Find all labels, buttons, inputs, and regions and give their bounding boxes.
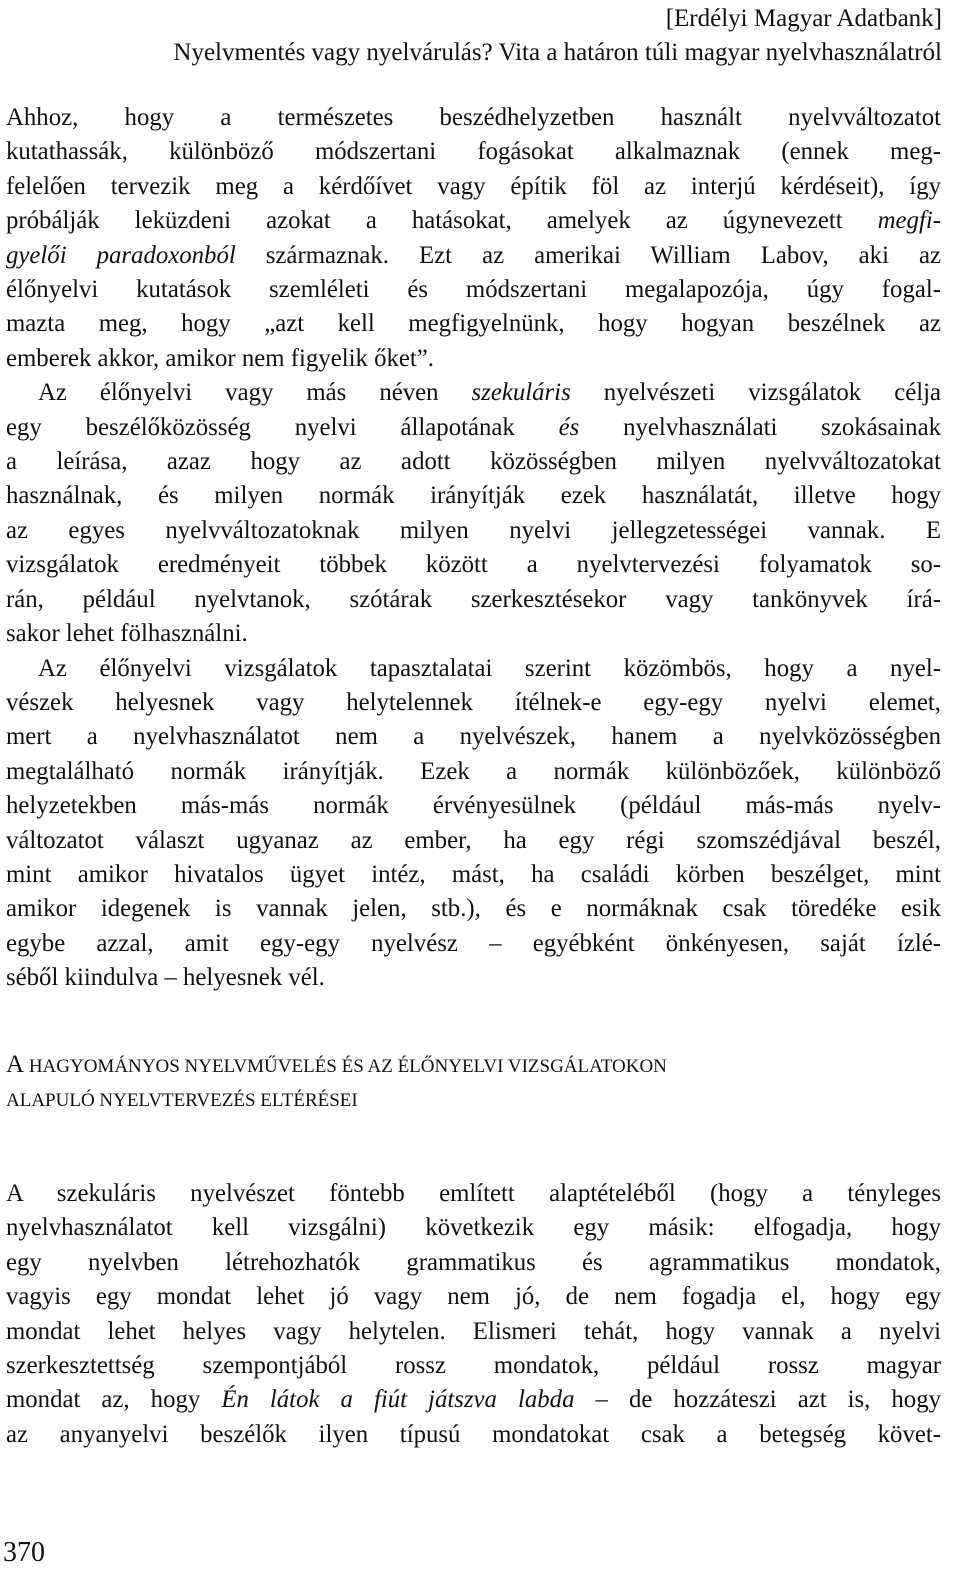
text-line [6,1383,941,1417]
text-line: vizsgálatok eredményeit többek között a nyelvtervezési folyamatok so- [6,551,941,579]
text-line: Az élőnyelvi vizsgálatok tapasztalatai szerint közömbös, hogy a nyel- [38,654,941,682]
text-line: a leírása, azaz hogy az adott közösségben milyen nyelvváltozatokat [6,448,941,476]
text-line: helyzetekben más-más normák érvényesülnek (például más-más nyelv- [6,792,941,820]
text-line: vagyis egy mondat lehet jó vagy nem jó, de nem fogadja el, hogy egy [6,1283,941,1311]
text-segment: nyelvhasználati szokásainak [623,413,941,441]
text-line: kutathassák, különböző módszertani fogásokat alkalmaznak (ennek meg- [6,138,941,166]
text-line: mert a nyelvhasználatot nem a nyelvészek, hanem a nyelvközösségben [6,723,941,751]
text-line [6,204,941,238]
heading-line [6,1048,941,1084]
text-segment: mondat az, hogy [6,1386,201,1414]
text-line: felelően tervezik meg a kérdőívet vagy építik föl az interjú kérdéseit), így [6,172,941,200]
text-line [6,411,941,445]
italic-term: és [558,413,580,441]
document-title: Nyelvmentés vagy nyelvárulás? Vita a határon túli magyar nyelvhasználatról [173,39,942,66]
text-line: egybe azzal, amit egy-egy nyelvész – egyébként önkényesen, saját ízlé- [6,929,941,957]
text-segment: – de hozzáteszi azt is, hogy [595,1386,942,1414]
text-segment: származnak. Ezt az amerikai William Labov, aki az [265,241,941,269]
heading-text: HAGYOMÁNYOS NYELVMŰVELÉS ÉS AZ ÉLŐNYELVI VIZSGÁLATOKON [28,1056,667,1077]
text-line: vészek helyesnek vagy helytelennek ítélnek-e egy-egy nyelvi elemet, [6,688,941,716]
text-segment: nyelvészeti vizsgálatok célja [603,379,941,407]
text-line: szerkesztettség szempontjából rossz mondatok, például rossz magyar [6,1352,941,1380]
text-line: használnak, és milyen normák irányítják ezek használatát, illetve hogy [6,482,941,510]
page-header [0,2,942,70]
text-line: mazta meg, hogy „azt kell megfigyelnünk, hogy hogyan beszélnek az [6,310,941,338]
text-line: egy nyelvben létrehozhatók grammatikus és agrammatikus mondatok, [6,1248,941,1276]
heading-line: ALAPULÓ NYELVTERVEZÉS ELTÉRÉSEI [6,1090,358,1111]
text-line: az egyes nyelvváltozatoknak milyen nyelvi jellegzetességei vannak. E [6,516,941,544]
text-segment: egy beszélőközösség nyelvi állapotának [6,413,515,441]
text-line: A szekuláris nyelvészet föntebb említett alaptételéből (hogy a tényleges [6,1180,941,1207]
section-heading [6,1048,941,1118]
italic-term: gyelői paradoxonból [6,241,236,269]
text-line: amikor idegenek is vannak jelen, stb.), és e normáknak csak töredéke esik [6,895,941,923]
text-line: mondat lehet helyes vagy helytelen. Elismeri tehát, hogy vannak a nyelvi [6,1317,941,1345]
heading-initial: A [6,1051,25,1078]
page-number: 370 [3,1537,45,1568]
text-line: sakor lehet fölhasználni. [6,620,248,648]
text-line: emberek akkor, amikor nem figyelik őket”. [6,344,434,372]
paragraph-1 [6,101,941,996]
italic-term: szekuláris [471,379,571,407]
text-line: séből kiindulva – helyesnek vél. [6,964,325,992]
text-line: élőnyelvi kutatások szemléleti és módszertani megalapozója, úgy fogal- [6,276,941,304]
text-line: mint amikor hivatalos ügyet intéz, mást, ha családi körben beszélget, mint [6,860,941,888]
text-line: megtalálható normák irányítják. Ezek a normák különbözőek, különböző [6,757,941,785]
text-line: Ahhoz, hogy a természetes beszédhelyzetben használt nyelvváltozatot [6,104,941,131]
source-label: [Erdélyi Magyar Adatbank] [665,5,942,32]
text-line [6,376,941,410]
text-line: nyelvhasználatot kell vizsgálni) következik egy másik: elfogadja, hogy [6,1214,941,1242]
italic-term: megfi- [877,207,941,235]
text-segment: Az élőnyelvi vagy más néven [38,379,439,407]
text-line: rán, például nyelvtanok, szótárak szerkesztésekor vagy tankönyvek írá- [6,585,941,613]
italic-example: Én látok a fiút játszva labda [221,1386,575,1414]
text-segment: próbálják leküzdeni azokat a hatásokat, amelyek az úgynevezett [6,207,843,235]
text-line [6,239,941,273]
text-line: változatot választ ugyanaz az ember, ha egy régi szomszédjával beszél, [6,826,941,854]
text-line: az anyanyelvi beszélők ilyen típusú mondatokat csak a betegség követ- [6,1420,941,1448]
paragraph-section-2 [6,1177,941,1452]
